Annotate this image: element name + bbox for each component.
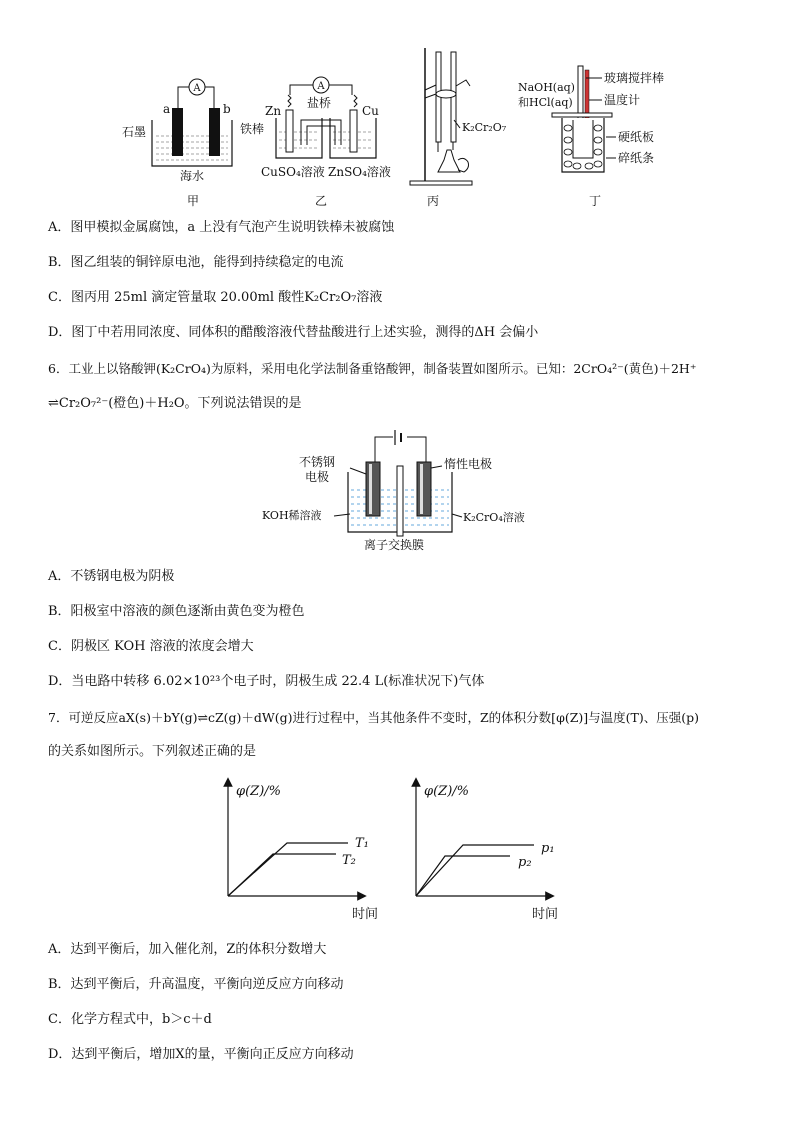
q6-right-top: 惰性电极 (444, 457, 493, 471)
ding-caption: 丁 (589, 194, 602, 208)
q7-stem-line2: 的关系如图所示。下列叙述正确的是 (48, 744, 257, 759)
q5-option-d: D．图丁中若用同浓度、同体积的醋酸溶液代替盐酸进行上述实验，测得的ΔH 会偏小 (48, 325, 539, 340)
right-s1: p₁ (541, 841, 555, 856)
right-ylabel: φ(Z)/% (424, 784, 470, 799)
inert-electrode (417, 462, 431, 516)
graph-pressure (416, 782, 558, 922)
figure-ding (518, 66, 664, 208)
flask-icon (438, 150, 460, 172)
q5-option-c: C．图丙用 25ml 滴定管量取 20.00ml 酸性K₂Cr₂O₇溶液 (48, 290, 383, 305)
left-s1: T₁ (355, 836, 369, 851)
q6-option-b: B．阳极室中溶液的颜色逐渐由黄色变为橙色 (48, 604, 305, 619)
figure-bing (410, 48, 507, 208)
jia-a: a (163, 102, 171, 116)
q7-stem-line1: 7．可逆反应aX(s)＋bY(g)⇌cZ(g)＋dW(g)进行过程中，当其他条件不变时，Z的体积分数[φ(Z)]与温度(T)、压强(p) (48, 710, 699, 725)
q7-option-b: B．达到平衡后，升高温度，平衡向逆反应方向移动 (48, 977, 344, 992)
stainless-steel-electrode (366, 462, 380, 516)
q6-membrane: 离子交换膜 (364, 538, 425, 552)
curve-t2 (228, 854, 336, 896)
yi-caption: 乙 (315, 194, 328, 208)
salt-bridge (301, 120, 341, 145)
q6-stem-line1: 6．工业上以铬酸钾(K₂CrO₄)为原料，采用电化学法制备重铬酸钾，制备装置如图所示。已知：2CrO₄²⁻(黄色)＋2H⁺ (48, 361, 697, 376)
iron-rod (209, 108, 220, 156)
cu-electrode (350, 110, 357, 152)
q6-left-sol: KOH稀溶液 (262, 509, 322, 522)
q6-right-sol: K₂CrO₄溶液 (463, 511, 525, 524)
q6-option-c: C．阴极区 KOH 溶液的浓度会增大 (48, 639, 254, 654)
q6-left-top: 不锈钢 (299, 455, 336, 469)
jia-meter: A (193, 83, 201, 94)
yi-zn: Zn (265, 104, 282, 118)
yi-sol-left: CuSO₄溶液 (261, 165, 325, 179)
ion-exchange-membrane (397, 466, 403, 536)
left-xlabel: 时间 (352, 907, 379, 922)
figure-jia (122, 79, 264, 208)
q7-option-c: C．化学方程式中，b＞c＋d (48, 1012, 212, 1027)
ding-cover: 硬纸板 (618, 130, 655, 144)
cardboard-cover (552, 113, 612, 117)
ding-stirrer: 玻璃搅拌棒 (604, 71, 665, 85)
q7-option-a: A．达到平衡后，加入催化剂，Z的体积分数增大 (48, 942, 327, 957)
q7-graphs (210, 770, 590, 930)
yi-bridge: 盐桥 (307, 96, 332, 110)
bing-reagent: K₂Cr₂O₇ (462, 121, 507, 134)
ding-reagent-2: 和HCl(aq) (518, 96, 573, 109)
jia-solution: 海水 (180, 169, 205, 183)
ding-reagent-1: NaOH(aq) (518, 81, 575, 94)
ding-thermometer: 温度计 (604, 93, 641, 107)
right-s2: p₂ (518, 855, 532, 870)
ding-filler: 碎纸条 (618, 151, 655, 165)
q6-option-d: D．当电路中转移 6.02×10²³个电子时，阴极生成 22.4 L(标准状况下)气体 (48, 674, 485, 689)
figure-yi (261, 77, 391, 208)
q6-option-a: A．不锈钢电极为阴极 (48, 569, 175, 584)
jia-b: b (223, 102, 231, 116)
curve-p1 (416, 845, 534, 896)
yi-sol-right: ZnSO₄溶液 (328, 165, 391, 179)
left-ylabel: φ(Z)/% (236, 784, 282, 799)
graph-temperature (228, 782, 378, 922)
jia-caption: 甲 (187, 194, 200, 208)
right-xlabel: 时间 (532, 907, 559, 922)
apparatus-figures (0, 40, 794, 210)
q5-option-b: B．图乙组装的铜锌原电池，能得到持续稳定的电流 (48, 255, 344, 270)
q6-left-bottom: 电极 (305, 470, 330, 484)
bing-caption: 丙 (427, 194, 440, 208)
jia-right-label: 铁棒 (240, 122, 265, 136)
jia-left-label: 石墨 (122, 125, 147, 139)
left-s2: T₂ (342, 853, 356, 868)
curve-p2 (416, 856, 510, 896)
q6-stem-line2: ⇌Cr₂O₇²⁻(橙色)＋H₂O。下列说法错误的是 (48, 396, 302, 411)
yi-cu: Cu (362, 104, 379, 118)
q5-option-a: A．图甲模拟金属腐蚀，a 上没有气泡产生说明铁棒未被腐蚀 (48, 220, 395, 235)
yi-meter: A (317, 81, 325, 92)
zn-electrode (286, 110, 293, 152)
curve-t1 (228, 843, 348, 896)
graphite-electrode (172, 108, 183, 156)
q7-option-d: D．达到平衡后，增加X的量，平衡向正反应方向移动 (48, 1047, 354, 1062)
hand-icon (458, 158, 469, 172)
q6-electrolysis-figure (250, 420, 550, 555)
